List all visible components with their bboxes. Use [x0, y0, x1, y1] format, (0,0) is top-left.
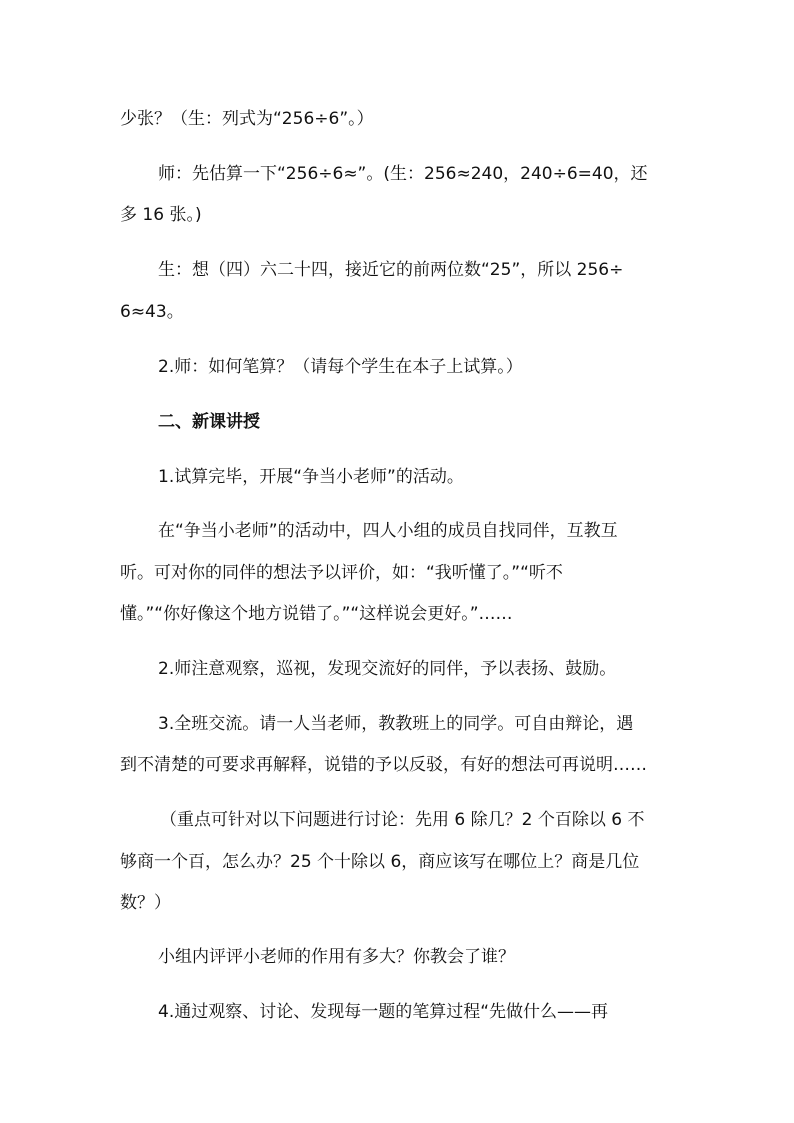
paragraph-line: 数？）: [120, 893, 171, 913]
paragraph-line: 6≈43。: [120, 302, 184, 322]
paragraph-line: 4.通过观察、讨论、发现每一题的笔算过程“先做什么——再: [158, 1002, 609, 1022]
paragraph-line: 2.师：如何笔算？（请每个学生在本子上试算。）: [158, 357, 523, 377]
paragraph-line: 在“争当小老师”的活动中，四人小组的成员自找同伴，互教互: [158, 521, 618, 541]
paragraph-line: 够商一个百，怎么办？25 个十除以 6，商应该写在哪位上？商是几位: [120, 852, 640, 872]
paragraph-line: 生：想（四）六二十四，接近它的前两位数“25”，所以 256÷: [158, 260, 624, 280]
paragraph-line: 听。可对你的同伴的想法予以评价，如：“我听懂了。”“听不: [120, 563, 563, 583]
paragraph-line: 到不清楚的可要求再解释，说错的予以反驳，有好的想法可再说明……: [120, 755, 647, 775]
paragraph-line: 少张？（生：列式为“256÷6”。）: [120, 109, 374, 129]
section-heading: 二、新课讲授: [158, 412, 260, 432]
paragraph-line: 师：先估算一下“256÷6≈”。(生：256≈240，240÷6=40，还: [158, 164, 648, 184]
paragraph-line: 多 16 张。): [120, 205, 202, 225]
paragraph-line: 懂。”“你好像这个地方说错了。”“这样说会更好。”……: [120, 604, 513, 624]
paragraph-line: 小组内评评小老师的作用有多大？你教会了谁？: [158, 947, 515, 967]
paragraph-line: （重点可针对以下问题进行讨论：先用 6 除几？2 个百除以 6 不: [160, 810, 645, 830]
paragraph-line: 2.师注意观察，巡视，发现交流好的同伴，予以表扬、鼓励。: [158, 659, 617, 679]
paragraph-line: 3.全班交流。请一人当老师，教教班上的同学。可自由辩论，遇: [158, 714, 634, 734]
paragraph-line: 1.试算完毕，开展“争当小老师”的活动。: [158, 467, 464, 487]
